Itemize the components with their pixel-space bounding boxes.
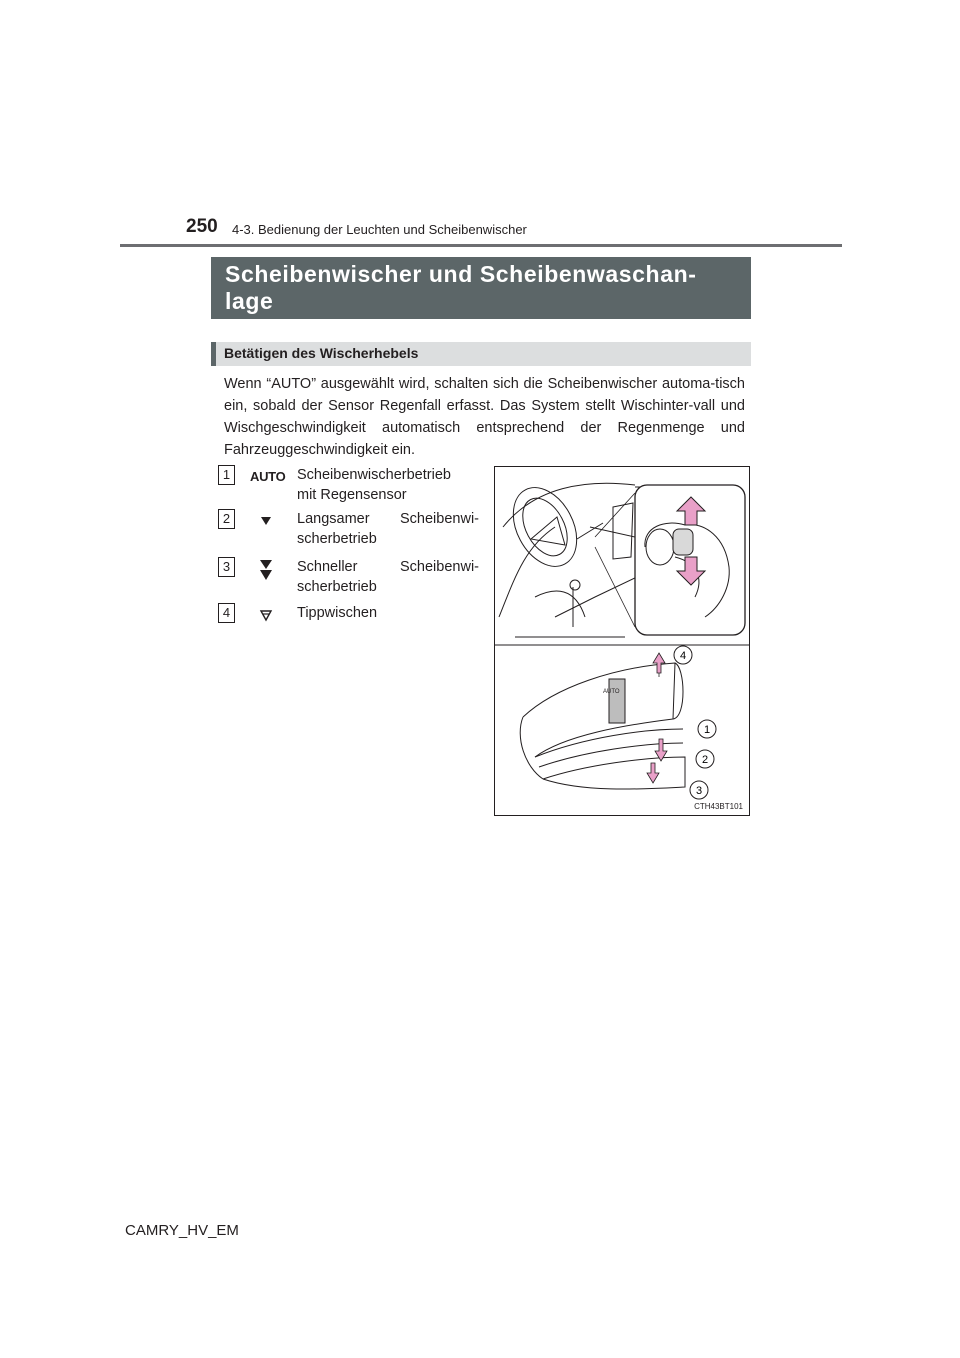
double-triangle-icon: [244, 558, 288, 582]
body-paragraph: Wenn “AUTO” ausgewählt wird, schalten sich die Scheibenwischer automa-tisch ein, sobald der Sensor Regenfall erfasst. Das System stellt Wischinter-vall und Wischgeschwindigkeit automatisch entsprechend der Regenmenge und Fahrzeuggeschwindigkeit ein.: [224, 376, 745, 458]
svg-text:4: 4: [679, 650, 687, 662]
arrow-down-small-icon: [647, 763, 659, 783]
section-subheading: Betätigen des Wischerhebels: [211, 342, 751, 366]
item-label: [297, 509, 479, 549]
svg-text:1: 1: [703, 724, 711, 736]
list-item: [218, 509, 480, 555]
auto-symbol: AUTO: [250, 469, 286, 484]
page-title-line-2: lage: [225, 288, 274, 314]
item-number-badge: 2: [218, 509, 235, 529]
callout-1: [698, 720, 716, 738]
wiper-illustration: [495, 467, 749, 815]
item-label-line-2: scherbetrieb: [297, 531, 377, 547]
callout-4: [674, 646, 692, 664]
list-item: [218, 465, 480, 511]
footer-model-code: CAMRY_HV_EM: [125, 1222, 239, 1239]
list-item: [218, 603, 480, 649]
item-number-badge: 4: [218, 603, 235, 623]
lever-auto-label: AUTO: [603, 689, 620, 695]
svg-text:3: 3: [695, 785, 703, 797]
wiper-lever-figure: [494, 466, 750, 816]
page-number: 250: [186, 216, 218, 237]
item-number-badge: 1: [218, 465, 235, 485]
callout-2: [696, 750, 714, 768]
mist-triangle-icon: [244, 604, 288, 626]
page-title-line-1: Scheibenwischer und Scheibenwaschan-: [225, 261, 697, 287]
slow-triangle-icon: [244, 510, 288, 532]
figure-code: CTH43BT101: [694, 802, 743, 811]
item-label-line-1: Tippwischen: [297, 605, 378, 621]
item-label: [297, 465, 479, 505]
item-label: [297, 557, 479, 597]
header-rule: [120, 244, 842, 247]
section-breadcrumb: 4-3. Bedienung der Leuchten und Scheibenwischer: [232, 222, 527, 237]
callout-3: [690, 781, 708, 799]
arrow-up-small-icon: [653, 653, 665, 673]
page-title: [211, 257, 751, 319]
dashboard-illustration: [499, 477, 655, 637]
item-label-line-1: Langsamer Scheibenwi-: [297, 511, 479, 527]
item-label: [297, 603, 479, 623]
item-number-badge: 3: [218, 557, 235, 577]
item-label-line-2: mit Regensensor: [297, 487, 407, 503]
list-item: [218, 557, 480, 603]
item-label-line-1: Scheibenwischerbetrieb: [297, 467, 451, 483]
svg-text:2: 2: [701, 754, 709, 766]
item-label-line-2: scherbetrieb: [297, 579, 377, 595]
item-label-line-1: Schneller Scheibenwi-: [297, 559, 479, 575]
